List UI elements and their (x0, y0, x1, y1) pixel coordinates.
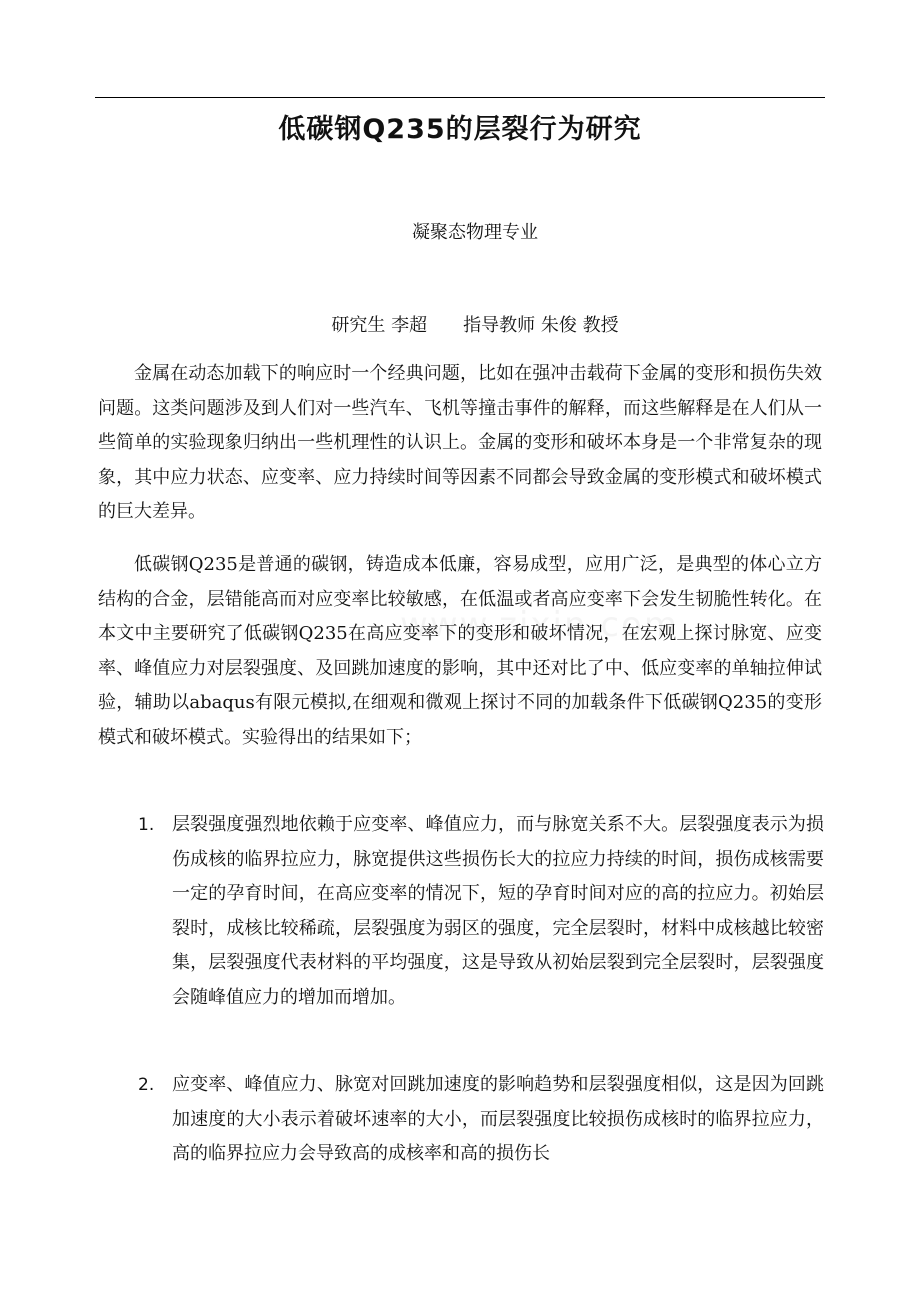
document-title: 低碳钢Q235的层裂行为研究 (278, 114, 642, 145)
author-line (95, 311, 825, 341)
abstract-paragraph-2: 低碳钢Q235是普通的碳钢，铸造成本低廉，容易成型，应用广泛，是典型的体心立方结构的合金，层错能高而对应变率比较敏感，在低温或者高应变率下会发生韧脆性转化。在本文中主要研究了低碳钢Q235在高应变率下的变形和破坏情况，在宏观上探讨脉宽、应变率、峰值应力对层裂强度、及回跳加速度的影响，其中还对比了中、低应变率的单轴拉伸试验，辅助以abaqus有限元模拟,在细观和微观上探讨不同的加载条件下低碳钢Q235的变形模式和破坏模式。实验得出的结果如下； (98, 554, 822, 748)
result-number: 1. (138, 815, 155, 835)
advisor-name: 指导教师 朱俊 教授 (463, 315, 619, 336)
major-line: 凝聚态物理专业 (412, 222, 538, 243)
abstract-paragraph-1: 金属在动态加载下的响应时一个经典问题，比如在强冲击载荷下金属的变形和损伤失效问题。这类问题涉及到人们对一些汽车、飞机等撞击事件的解释，而这些解释是在人们从一些简单的实验现象归纳出一些机理性的认识上。金属的变形和破坏本身是一个非常复杂的现象，其中应力状态、应变率、应力持续时间等因素不同都会导致金属的变形模式和破坏模式的巨大差异。 (98, 363, 822, 522)
result-item-1 (138, 808, 824, 1015)
result-item-2 (138, 1068, 824, 1172)
header-rule (95, 97, 825, 98)
result-number: 2. (138, 1075, 155, 1095)
result-text: 应变率、峰值应力、脉宽对回跳加速度的影响趋势和层裂强度相似，这是因为回跳加速度的大小表示着破坏速率的大小，而层裂强度比较损伤成核时的临界拉应力，高的临界拉应力会导致高的成核率和高的损伤长 (172, 1074, 824, 1164)
student-name: 研究生 李超 (331, 315, 428, 336)
result-text: 层裂强度强烈地依赖于应变率、峰值应力，而与脉宽关系不大。层裂强度表示为损伤成核的临界拉应力，脉宽提供这些损伤长大的拉应力持续的时间，损伤成核需要一定的孕育时间，在高应变率的情况下，短的孕育时间对应的高的拉应力。初始层裂时，成核比较稀疏，层裂强度为弱区的强度，完全层裂时，材料中成核越比较密集，层裂强度代表材料的平均强度，这是导致从初始层裂到完全层裂时，层裂强度会随峰值应力的增加而增加。 (172, 814, 824, 1008)
